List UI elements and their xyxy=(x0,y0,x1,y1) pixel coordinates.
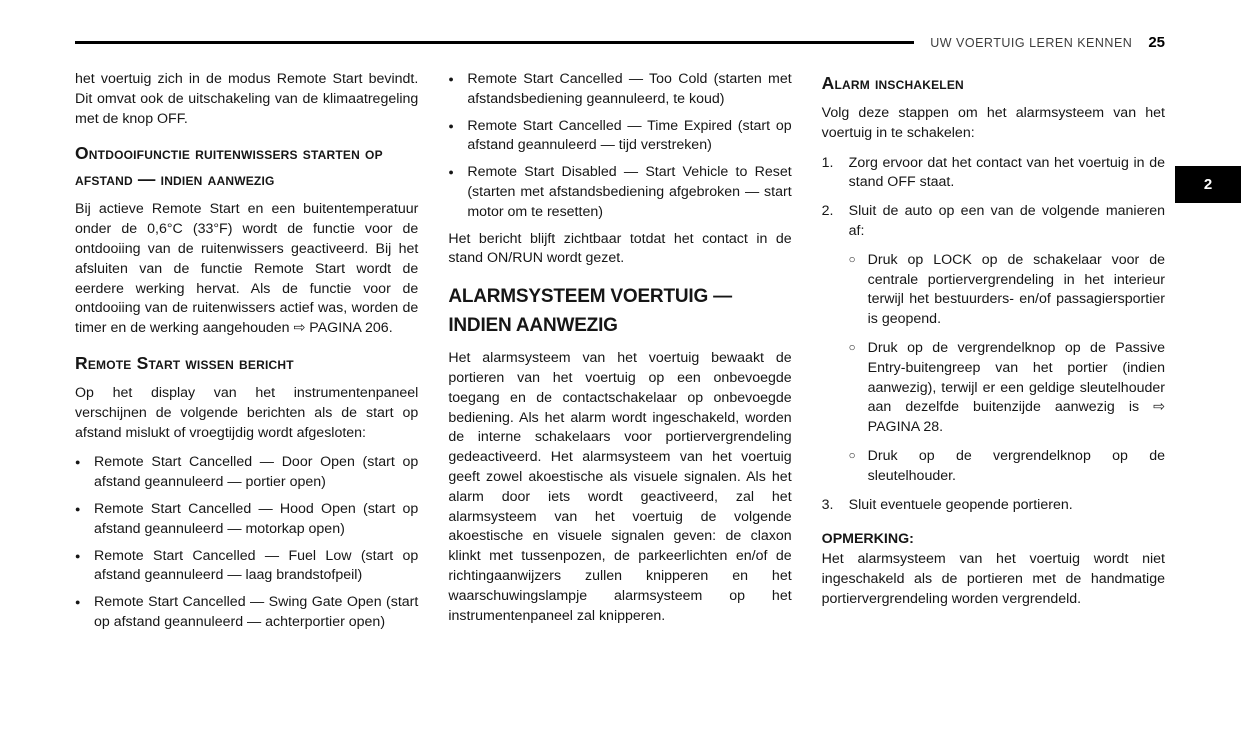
heading-remote-start-messages: Remote Start wissen bericht xyxy=(75,352,294,373)
list-item xyxy=(75,547,418,587)
column-left xyxy=(75,70,418,640)
list-item xyxy=(448,117,791,157)
step-text: Sluit eventuele geopende portieren. xyxy=(848,496,1073,513)
bullet-icon: ● xyxy=(448,120,454,131)
bullet-icon: ● xyxy=(75,550,81,561)
step-number: 2. xyxy=(821,203,834,220)
list-item xyxy=(448,163,791,222)
paragraph-remote-start-intro: het voertuig zich in de modus Remote Start bevindt. Dit omvat ook de uitschakeling van de klimaatregeling met de knop OFF. xyxy=(75,71,419,127)
paragraph-message-visible: Het bericht blijft zichtbaar totdat het contact in de stand ON/RUN wordt gezet. xyxy=(448,230,792,267)
bullet-icon: ● xyxy=(75,597,81,608)
circle-bullet-icon: ○ xyxy=(848,341,856,354)
list-item xyxy=(75,453,418,493)
list-item-text: Remote Start Cancelled — Fuel Low (start op afstand geannuleerd — laag brandstofpeil) xyxy=(94,547,419,584)
paragraph-defrost: Bij actieve Remote Start en een buitentemperatuur onder de 0,6°C (33°F) wordt de functie voor de ontdooiing van de ruitenwissers geactiveerd. Bij het afsluiten van de functie Remote Start wordt de eerdere werking hervat. Als de functie voor de ontdooiing van de ruitenwissers actief was, worden de timer en de werking aangehouden ⇨ PAGINA 206. xyxy=(75,201,419,337)
lock-methods-sublist xyxy=(849,251,1165,487)
list-item-text: Remote Start Disabled — Start Vehicle to Reset (starten met afstandsbediening afgebroken — start motor om te resetten) xyxy=(467,164,792,220)
sub-list-item xyxy=(849,447,1165,487)
list-item-text: Remote Start Cancelled — Hood Open (start op afstand geannuleerd — motorkap open) xyxy=(94,500,419,537)
sub-list-item-text: Druk op de vergrendelknop op de Passive Entry-buitengreep van het portier (indien aanwezig), terwijl er een geldige sleutelhouder aan dezelfde buitenzijde aanwezig is ⇨ PAGINA 28. xyxy=(867,339,1165,436)
bullet-icon: ● xyxy=(448,74,454,84)
sub-list-item xyxy=(849,251,1165,330)
list-item xyxy=(75,500,418,540)
bullet-list-cancel-messages xyxy=(75,453,418,632)
note-text: Het alarmsysteem van het voertuig wordt niet ingeschakeld als de portieren met de handmatige portiervergrendeling worden vergrendeld. xyxy=(821,551,1165,607)
bullet-icon: ● xyxy=(75,503,81,514)
bullet-icon: ● xyxy=(448,167,454,178)
circle-bullet-icon: ○ xyxy=(848,253,856,266)
page-number: 25 xyxy=(1148,34,1165,51)
chapter-tab: 2 xyxy=(1175,166,1241,203)
step-item xyxy=(822,202,1165,242)
step-text: Zorg ervoor dat het contact van het voertuig in de stand OFF staat. xyxy=(848,154,1165,191)
heading-alarm-arm: Alarm inschakelen xyxy=(821,73,964,93)
bullet-list-cancel-messages-continued xyxy=(448,70,791,223)
sub-list-item-text: Druk op de vergrendelknop op de sleutelhouder. xyxy=(867,447,1165,484)
step-item xyxy=(822,496,1165,516)
heading-defrost-function: Ontdooifunctie ruitenwissers starten op afstand — indien aanwezig xyxy=(75,143,383,190)
step-number: 1. xyxy=(821,154,834,171)
header-title: UW VOERTUIG LEREN KENNEN xyxy=(930,35,1133,50)
paragraph-messages-intro: Op het display van het instrumentenpaneel verschijnen de volgende berichten als de start op afstand mislukt of vroegtijdig wordt afgesloten: xyxy=(75,384,419,441)
list-item-text: Remote Start Cancelled — Door Open (start op afstand geannuleerd — portier open) xyxy=(94,454,419,491)
sub-list-item-text: Druk op LOCK op de schakelaar voor de centrale portiervergrendeling in het interieur terwijl het bestuurders- en/of passagiersportier is geopend. xyxy=(867,251,1165,328)
list-item-text: Remote Start Cancelled — Too Cold (starten met afstandsbediening geannuleerd, te koud) xyxy=(467,71,792,107)
step-number: 3. xyxy=(821,496,834,513)
page-header xyxy=(75,34,1165,51)
step-text: Sluit de auto op een van de volgende manieren af: xyxy=(848,203,1165,239)
circle-bullet-icon: ○ xyxy=(848,449,856,462)
list-item-text: Remote Start Cancelled — Time Expired (start op afstand geannuleerd — tijd verstreken) xyxy=(467,117,792,154)
alarm-steps xyxy=(822,154,1165,516)
heading-alarm-system: ALARMSYSTEEM VOERTUIG — INDIEN AANWEZIG xyxy=(448,286,732,337)
sub-list-item xyxy=(849,339,1165,438)
content-columns xyxy=(75,70,1165,640)
list-item xyxy=(448,70,791,110)
bullet-icon: ● xyxy=(75,457,81,468)
paragraph-alarm-system: Het alarmsysteem van het voertuig bewaakt de portieren van het voertuig op een onbevoegde toegang en de contactschakelaar op onbevoegde bediening. Als het alarm wordt ingeschakeld, worden de interne schakelaars voor portiervergrendeling gedeactiveerd. Het alarmsysteem van het voertuig geeft zowel akoestische als visuele signalen. Als het alarm door iets wordt geactiveerd, zal het alarmsysteem van het voertuig de volgende akoestische en visuele signalen geven: de claxon klinkt met tussenpozen, de parkeerlichten en/of de richtingaanwijzers zullen knipperen en het waarschuwingslampje alarmsysteem op het instrumentenpaneel zal knipperen. xyxy=(448,350,792,624)
list-item-text: Remote Start Cancelled — Swing Gate Open (start op afstand geannuleerd — achterportier open) xyxy=(94,594,419,630)
list-item xyxy=(75,593,418,633)
header-rule xyxy=(75,41,914,44)
note-label: OPMERKING: xyxy=(821,531,914,548)
column-middle xyxy=(448,70,791,640)
step-item xyxy=(822,154,1165,194)
paragraph-alarm-arm-intro: Volg deze stappen om het alarmsysteem van het voertuig in te schakelen: xyxy=(821,105,1165,141)
column-right xyxy=(822,70,1165,640)
